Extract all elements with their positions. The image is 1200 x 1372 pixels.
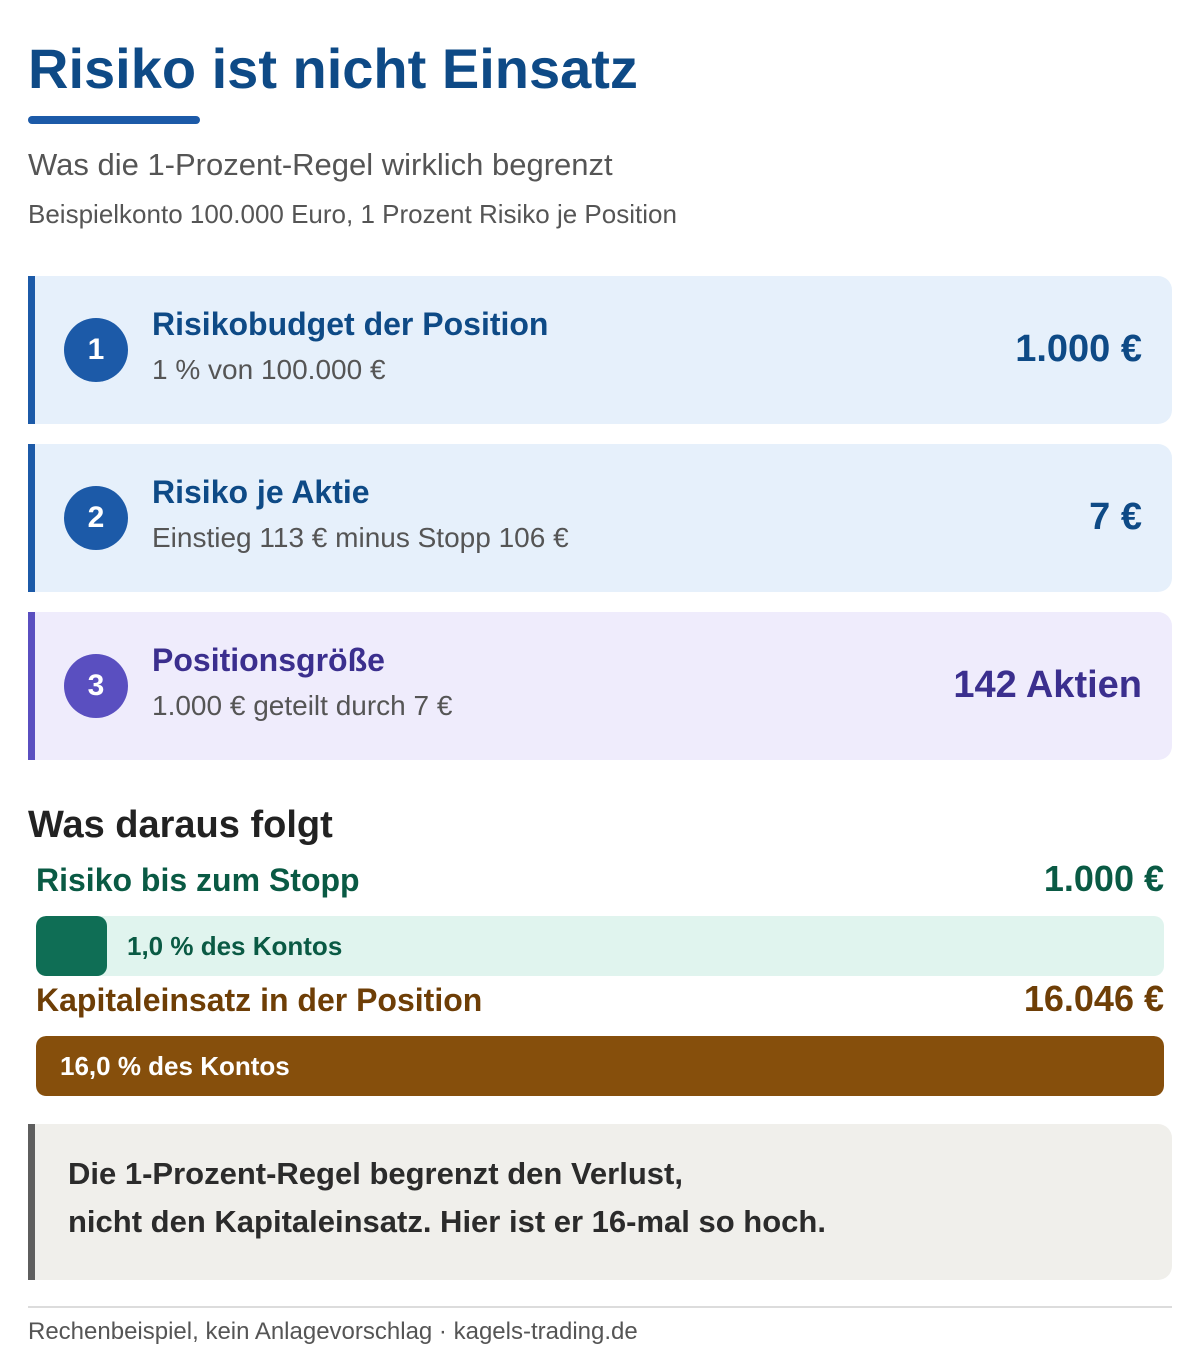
risk-bar-track (36, 916, 1164, 976)
step-description: 1.000 € geteilt durch 7 € (152, 690, 453, 721)
footer-text: Rechenbeispiel, kein Anlagevorschlag · kagels-trading.de (28, 1318, 638, 1345)
capital-label: Kapitaleinsatz in der Position (36, 982, 483, 1018)
conclusion-note (28, 1124, 1172, 1280)
page-subline: Beispielkonto 100.000 Euro, 1 Prozent Risiko je Position (28, 199, 677, 229)
capital-bar-text: 16,0 % des Kontos (60, 1051, 290, 1081)
step-number-badge: 3 (64, 654, 128, 718)
capital-bar-track (36, 1036, 1164, 1096)
page-title: Risiko ist nicht Einsatz (28, 37, 638, 100)
risk-bar-text: 1,0 % des Kontos (127, 931, 343, 961)
step-card-2 (28, 444, 1172, 592)
step-number-badge: 2 (64, 486, 128, 550)
risk-label: Risiko bis zum Stopp (36, 862, 360, 898)
step-number-badge: 1 (64, 318, 128, 382)
step-label: Risiko je Aktie (152, 474, 370, 510)
step-card-3 (28, 612, 1172, 760)
risk-value: 1.000 € (1043, 858, 1164, 899)
title-underline (28, 116, 200, 124)
step-description: Einstieg 113 € minus Stopp 106 € (152, 522, 569, 553)
footer-divider (28, 1306, 1172, 1308)
capital-value: 16.046 € (1023, 978, 1164, 1019)
page-subtitle: Was die 1-Prozent-Regel wirklich begrenzt (28, 147, 613, 182)
step-accent-bar (28, 612, 35, 760)
step-label: Risikobudget der Position (152, 306, 549, 342)
step-card-1 (28, 276, 1172, 424)
risk-bar-fill (36, 916, 107, 976)
result-heading: Was daraus folgt (28, 804, 333, 846)
step-description: 1 % von 100.000 € (152, 354, 386, 385)
note-line-1: Die 1-Prozent-Regel begrenzt den Verlust, (68, 1156, 683, 1191)
note-accent-bar (28, 1124, 35, 1280)
step-accent-bar (28, 444, 35, 592)
step-accent-bar (28, 276, 35, 424)
note-line-2: nicht den Kapitaleinsatz. Hier ist er 16-mal so hoch. (68, 1204, 826, 1239)
step-value: 7 € (1089, 496, 1142, 538)
step-value: 1.000 € (1015, 328, 1142, 370)
step-value: 142 Aktien (953, 664, 1142, 706)
step-label: Positionsgröße (152, 642, 385, 678)
